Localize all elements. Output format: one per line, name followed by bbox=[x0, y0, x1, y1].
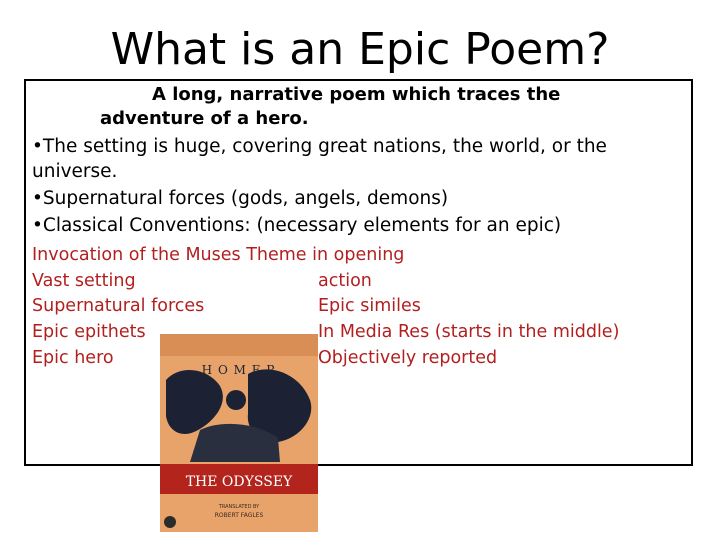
convention-item: Objectively reported bbox=[318, 347, 498, 368]
odyssey-book-cover-image bbox=[160, 334, 318, 532]
convention-item: Supernatural forces bbox=[32, 296, 205, 317]
convention-item: In Media Res (starts in the middle) bbox=[318, 322, 620, 343]
definition bbox=[100, 83, 660, 131]
bullet-conventions: •Classical Conventions: (necessary elements for an epic) bbox=[32, 215, 562, 236]
convention-item bbox=[318, 243, 678, 269]
book-title: THE ODYSSEY bbox=[185, 474, 293, 490]
convention-item: Epic similes bbox=[318, 296, 421, 317]
bullet-setting: •The setting is huge, covering great nations, the world, or the universe. bbox=[32, 136, 607, 182]
convention-item: Epic epithets bbox=[32, 322, 146, 343]
bullet-supernatural: •Supernatural forces (gods, angels, demons) bbox=[32, 188, 449, 209]
book-translator-label: TRANSLATED BY bbox=[218, 504, 260, 510]
convention-item: Invocation of the Muses Theme in opening bbox=[32, 245, 405, 265]
conventions-right-column bbox=[318, 243, 678, 372]
slide-title: What is an Epic Poem? bbox=[110, 24, 610, 75]
convention-item: Vast setting bbox=[32, 270, 136, 291]
convention-item: action bbox=[318, 270, 372, 291]
bullet-list bbox=[32, 134, 682, 240]
publisher-logo-icon bbox=[164, 516, 176, 528]
convention-item: Epic hero bbox=[32, 347, 114, 368]
definition-line-2: adventure of a hero. bbox=[100, 108, 309, 129]
book-translator: ROBERT FAGLES bbox=[214, 512, 264, 519]
book-author: H O M E R bbox=[201, 363, 277, 377]
definition-line-1: A long, narrative poem which traces the bbox=[152, 84, 561, 105]
